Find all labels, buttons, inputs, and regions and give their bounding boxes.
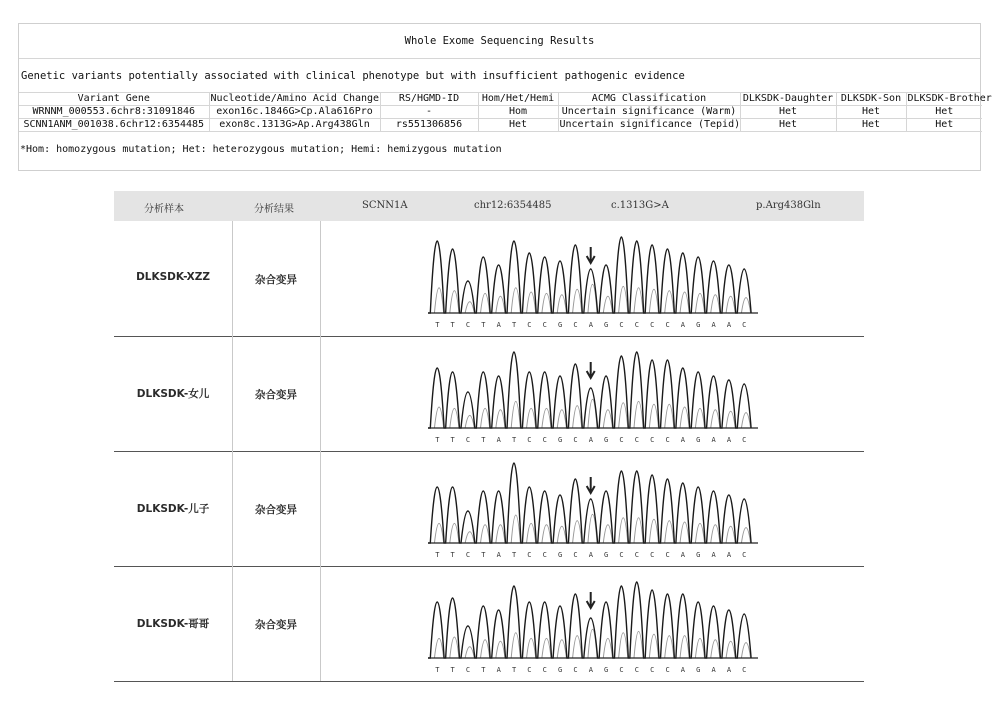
base-call: G — [558, 551, 563, 559]
base-call: T — [450, 321, 455, 329]
cdna-change-label: c.1313G>A — [611, 200, 669, 211]
sample-row — [114, 221, 864, 337]
base-call: G — [558, 436, 563, 444]
base-call: T — [481, 436, 486, 444]
base-call: G — [604, 321, 609, 329]
results-title: Whole Exome Sequencing Results — [19, 24, 980, 59]
base-call: C — [465, 436, 471, 444]
results-footnote: *Hom: homozygous mutation; Het: heterozygous mutation; Hemi: hemizygous mutation — [20, 144, 502, 155]
base-call: G — [604, 551, 609, 559]
base-call: C — [634, 551, 639, 559]
base-call: C — [573, 436, 578, 444]
base-call: A — [726, 436, 732, 444]
column-header: Nucleotide/Amino Acid Change — [210, 93, 380, 104]
base-call: C — [465, 551, 471, 559]
table-cell: Uncertain significance (Warm) — [558, 106, 740, 119]
position-label: chr12:6354485 — [474, 200, 552, 211]
base-call: A — [588, 321, 593, 329]
base-call: T — [435, 436, 440, 444]
column-header: DLKSDK-Brother — [907, 93, 992, 104]
base-calls — [428, 436, 758, 446]
base-call: T — [481, 666, 486, 674]
chromatogram-trace — [428, 570, 758, 664]
base-call: A — [588, 551, 593, 559]
base-call: C — [573, 551, 578, 559]
base-call: T — [511, 551, 517, 559]
results-subtitle: Genetic variants potentially associated with clinical phenotype but with insufficient pathogenic evidence — [19, 59, 980, 93]
sample-name: DLKSDK-女儿 — [136, 388, 210, 400]
base-call: C — [742, 436, 747, 444]
table-cell: exon16c.1846G>Cp.Ala616Pro — [209, 106, 380, 119]
sanger-header — [114, 191, 864, 221]
base-call: C — [542, 551, 547, 559]
base-call: C — [542, 436, 547, 444]
table-cell: Het — [740, 106, 836, 119]
sample-row — [114, 451, 864, 567]
column-header: DLKSDK-Daughter — [740, 93, 836, 106]
sample-name: DLKSDK-XZZ — [136, 271, 210, 283]
base-call: G — [696, 551, 701, 559]
column-header: DLKSDK-Son — [836, 93, 906, 106]
base-call: T — [435, 666, 440, 674]
base-call: A — [726, 666, 732, 674]
result-column-header: 分析结果 — [254, 204, 294, 215]
sample-name: DLKSDK-哥哥 — [136, 618, 210, 630]
table-cell: Het — [836, 119, 906, 132]
column-divider — [320, 221, 321, 336]
base-call: A — [588, 436, 593, 444]
base-call: T — [511, 666, 517, 674]
base-call: G — [558, 666, 563, 674]
base-call: C — [634, 321, 639, 329]
chromatogram-trace — [428, 455, 758, 549]
base-calls — [428, 321, 758, 331]
table-cell: Het — [740, 119, 836, 132]
base-call: G — [604, 436, 609, 444]
analysis-result: 杂合变异 — [255, 619, 297, 631]
base-call: A — [496, 436, 501, 444]
base-call: A — [711, 551, 716, 559]
base-call: G — [696, 436, 701, 444]
base-call: C — [742, 551, 747, 559]
base-call: C — [665, 666, 670, 674]
variants-table — [19, 93, 992, 132]
chromatogram-trace — [428, 225, 758, 319]
column-header: RS/HGMD-ID — [380, 93, 478, 106]
base-call: T — [450, 436, 455, 444]
base-call: A — [680, 666, 685, 674]
sequencing-results-table-block — [18, 23, 992, 171]
base-call: T — [511, 321, 517, 329]
base-calls — [428, 551, 758, 561]
column-header: Variant Gene — [19, 93, 209, 106]
base-call: C — [527, 321, 532, 329]
protein-change-label: p.Arg438Gln — [756, 200, 821, 211]
base-call: T — [435, 321, 440, 329]
sample-name: DLKSDK-儿子 — [136, 503, 210, 515]
table-cell: Het — [906, 106, 982, 119]
base-call: A — [680, 551, 685, 559]
table-cell: SCNN1ANM_001038.6chr12:6354485 — [19, 119, 209, 132]
base-call: C — [542, 666, 547, 674]
variant-arrow-icon — [587, 362, 595, 378]
base-call: C — [742, 666, 747, 674]
table-cell: Uncertain significance (Tepid) — [559, 119, 741, 130]
base-call: C — [573, 666, 578, 674]
analysis-result: 杂合变异 — [255, 504, 297, 516]
base-call: A — [496, 666, 501, 674]
base-call: A — [711, 321, 716, 329]
base-call: T — [435, 551, 440, 559]
base-call: T — [511, 436, 517, 444]
base-call: C — [619, 436, 624, 444]
table-cell: Het — [906, 119, 982, 132]
base-call: T — [450, 551, 455, 559]
table-cell: - — [380, 106, 478, 119]
base-call: G — [696, 321, 701, 329]
variant-arrow-icon — [587, 592, 595, 608]
analysis-result: 杂合变异 — [255, 389, 297, 401]
column-header: ACMG Classification — [558, 93, 740, 106]
base-call: C — [634, 666, 639, 674]
column-header: Hom/Het/Hemi — [478, 93, 558, 106]
gene-label: SCNN1A — [362, 200, 408, 211]
base-call: T — [481, 321, 486, 329]
base-call: A — [680, 321, 685, 329]
sample-column-header: 分析样本 — [144, 204, 184, 215]
base-call: C — [527, 551, 532, 559]
table-cell: Het — [836, 106, 906, 119]
base-call: G — [696, 666, 701, 674]
table-header-row — [19, 93, 982, 106]
base-call: T — [481, 551, 486, 559]
base-call: C — [665, 436, 670, 444]
base-call: C — [650, 551, 655, 559]
base-call: C — [742, 321, 747, 329]
base-call: C — [634, 436, 639, 444]
base-call: G — [604, 666, 609, 674]
base-call: C — [650, 436, 655, 444]
base-call: C — [527, 436, 532, 444]
base-call: C — [650, 321, 655, 329]
base-call: C — [665, 321, 670, 329]
base-call: A — [711, 666, 716, 674]
base-call: C — [465, 666, 471, 674]
sample-row — [114, 336, 864, 452]
variant-arrow-icon — [587, 247, 595, 263]
base-call: A — [680, 436, 685, 444]
base-call: G — [558, 321, 563, 329]
sample-row — [114, 566, 864, 682]
table-cell: Het — [478, 119, 558, 132]
base-call: A — [496, 321, 501, 329]
base-call: A — [726, 551, 732, 559]
base-call: T — [450, 666, 455, 674]
variant-arrow-icon — [587, 477, 595, 493]
base-call: C — [650, 666, 655, 674]
table-row — [19, 119, 982, 132]
sanger-sequencing-figure — [114, 191, 864, 689]
base-call: C — [619, 666, 624, 674]
table-cell: Hom — [478, 106, 558, 119]
base-call: C — [619, 551, 624, 559]
base-call: C — [527, 666, 532, 674]
base-call: C — [465, 321, 471, 329]
column-divider — [320, 451, 321, 566]
base-call: C — [573, 321, 578, 329]
table-row — [19, 106, 982, 119]
base-call: C — [665, 551, 670, 559]
analysis-result: 杂合变异 — [255, 274, 297, 286]
base-call: A — [711, 436, 716, 444]
column-divider — [320, 566, 321, 681]
table-cell: WRNNM_000553.6chr8:31091846 — [19, 106, 209, 119]
base-call: A — [588, 666, 593, 674]
base-calls — [428, 666, 758, 676]
table-cell: rs551306856 — [380, 119, 478, 132]
base-call: A — [496, 551, 501, 559]
chromatogram-trace — [428, 340, 758, 434]
table-cell: exon8c.1313G>Ap.Arg438Gln — [209, 119, 380, 132]
base-call: C — [619, 321, 624, 329]
base-call: A — [726, 321, 732, 329]
column-divider — [320, 336, 321, 451]
base-call: C — [542, 321, 547, 329]
